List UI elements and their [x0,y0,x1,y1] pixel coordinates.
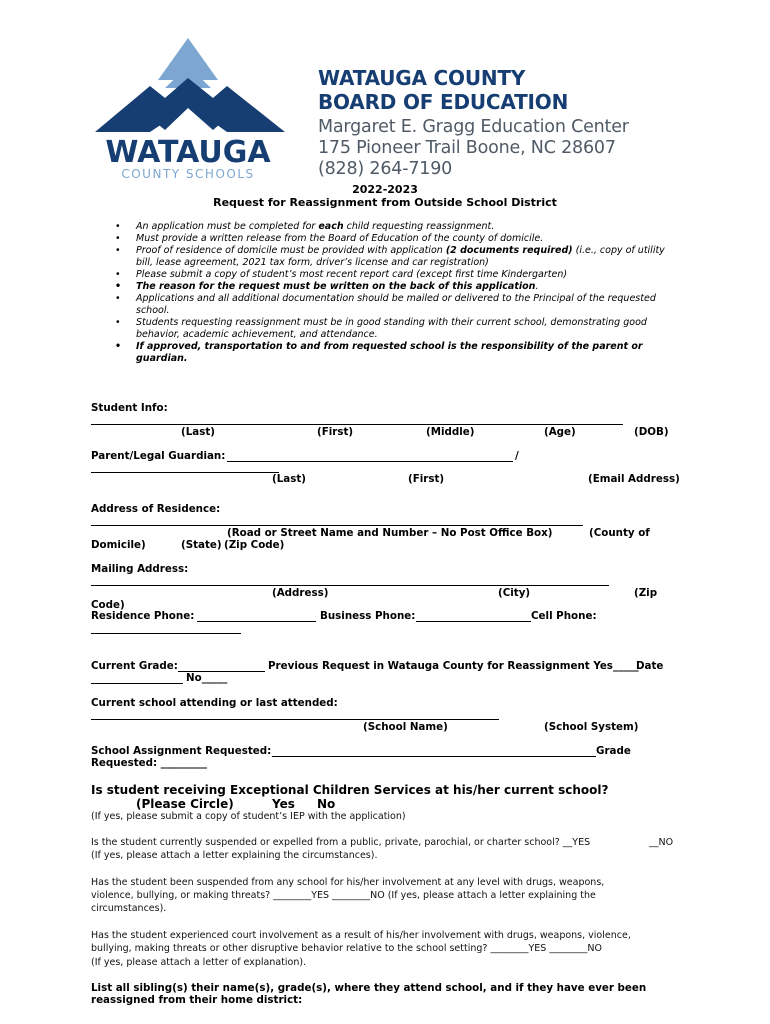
requirement-item: • An application must be completed for each child requesting reassignment. [111,221,681,233]
mailing-line[interactable] [91,585,609,586]
court-line1: Has the student experienced court involvement as a result of his/her involvement with drugs, weapons, violence, [91,930,631,941]
suspended-drugs-line2: violence, bullying, or making threats? ________YES ________NO (If yes, please attach a letter explaining the [91,890,596,901]
mailing-city-label: (City) [498,587,531,599]
court-line2: bullying, making threats or other disruptive behavior relative to the school setting? ________YES ________NO [91,943,602,954]
student-middle-label: (Middle) [426,426,475,438]
previous-request-date-label: Date [636,660,664,672]
student-info-label: Student Info: [91,402,168,414]
suspended-drugs-line1: Has the student been suspended from any school for his/her involvement at any level with drugs, weapons, [91,877,605,888]
school-system-label: (School System) [544,721,639,733]
business-phone-label: Business Phone: [320,610,416,622]
residence-county-label: (County of [589,527,650,539]
cell-phone-line[interactable] [91,633,241,634]
org-contact [318,117,629,180]
ec-services-question: Is student receiving Exceptional Children Services at his/her current school? [91,783,609,797]
student-first-label: (First) [317,426,354,438]
court-line3: (If yes, please attach a letter of explanation). [91,957,307,968]
guardian-email-label: (Email Address) [588,473,680,485]
residence-road-label: (Road or Street Name and Number – No Post Office Box) [227,527,553,539]
school-year: 2022-2023 [352,183,418,196]
siblings-line1: List all sibling(s) their name(s), grade(s), where they attend school, and if they have ever been [91,982,647,994]
requirement-item: • The reason for the request must be written on the back of this application. [111,281,681,293]
residence-domicile-label: Domicile) [91,539,146,551]
svg-text:WATAUGA: WATAUGA [105,135,271,170]
mountain-logo-icon [95,38,285,183]
cell-phone-label: Cell Phone: [531,610,597,622]
guardian-label: Parent/Legal Guardian: [91,450,226,462]
org-title-line2: BOARD OF EDUCATION [318,90,569,114]
suspended-no-option[interactable]: __NO [649,837,674,848]
mailing-address-label: (Address) [272,587,329,599]
mailing-zip-label: (Zip [634,587,658,599]
requirement-item: • Must provide a written release from the Board of Education of the county of domicile. [111,233,681,245]
suspended-question: Is the student currently suspended or expelled from a public, private, parochial, or charter school? __YES [91,837,591,848]
guardian-slash: / [515,450,519,462]
residence-phone-line[interactable] [197,621,316,622]
requirement-item: • Please submit a copy of student’s most recent report card (except first time Kindergarten) [111,269,681,281]
current-school-label: Current school attending or last attended: [91,697,338,709]
residence-label: Address of Residence: [91,503,221,515]
previous-request-label: Previous Request in Watauga County for Reassignment Yes_____ [268,660,639,672]
guardian-last-label: (Last) [272,473,306,485]
svg-text:COUNTY SCHOOLS: COUNTY SCHOOLS [121,167,255,181]
requirement-item: • Students requesting reassignment must be in good standing with their current school, demonstrating good behavior, academic achievement, and attendance. [111,317,681,341]
suspended-drugs-line3: circumstances). [91,903,167,914]
org-title-line1: WATAUGA COUNTY [318,66,526,90]
watauga-county-schools-logo [95,38,285,183]
residence-line[interactable] [91,525,583,526]
document-title: Request for Reassignment from Outside School District [213,196,557,209]
assignment-grade-label: Grade [596,745,631,757]
center-name: Margaret E. Gragg Education Center [318,117,629,137]
school-name-label: (School Name) [363,721,448,733]
guardian-line[interactable] [227,461,513,462]
requirement-item: • If approved, transportation to and from requested school is the responsibility of the parent or guardian. [111,341,681,365]
student-dob-label: (DOB) [634,426,669,438]
residence-phone-label: Residence Phone: [91,610,195,622]
student-info-line[interactable] [91,424,623,425]
assignment-requested-label: School Assignment Requested: [91,745,272,757]
guardian-line-2[interactable] [91,472,279,473]
suspended-note: (If yes, please attach a letter explaining the circumstances). [91,850,378,861]
business-phone-line[interactable] [416,621,531,622]
ec-no-option[interactable]: No [317,797,336,811]
requirements-list [111,221,681,365]
org-address: 175 Pioneer Trail Boone, NC 28607 [318,138,616,158]
previous-request-no-label: No_____ [186,672,228,684]
student-last-label: (Last) [181,426,215,438]
residence-zip-label: (Zip Code) [224,539,285,551]
ec-please-circle: (Please Circle) [136,797,234,811]
org-phone: (828) 264-7190 [318,159,453,179]
residence-state-label: (State) [181,539,222,551]
requirement-item: • Proof of residence of domicile must be provided with application (2 documents required) (i.e., copy of utility bill, lease agreement, 2021 tax form, driver’s license and car registration) [111,245,681,269]
previous-request-date-line[interactable] [91,683,183,684]
current-school-line[interactable] [91,719,499,720]
ec-yes-option[interactable]: Yes [272,797,295,811]
ec-note: (If yes, please submit a copy of student’s IEP with the application) [91,811,406,822]
guardian-first-label: (First) [408,473,445,485]
requirement-item: • Applications and all additional documentation should be mailed or delivered to the Principal of the requested school. [111,293,681,317]
org-title [318,66,568,114]
siblings-line2: reassigned from their home district: [91,994,303,1006]
grade-requested-label: Requested: _________ [91,757,208,769]
mailing-code-label: Code) [91,599,125,611]
student-age-label: (Age) [544,426,576,438]
current-grade-label: Current Grade: [91,660,178,672]
assignment-requested-line[interactable] [272,756,596,757]
mailing-label: Mailing Address: [91,563,189,575]
